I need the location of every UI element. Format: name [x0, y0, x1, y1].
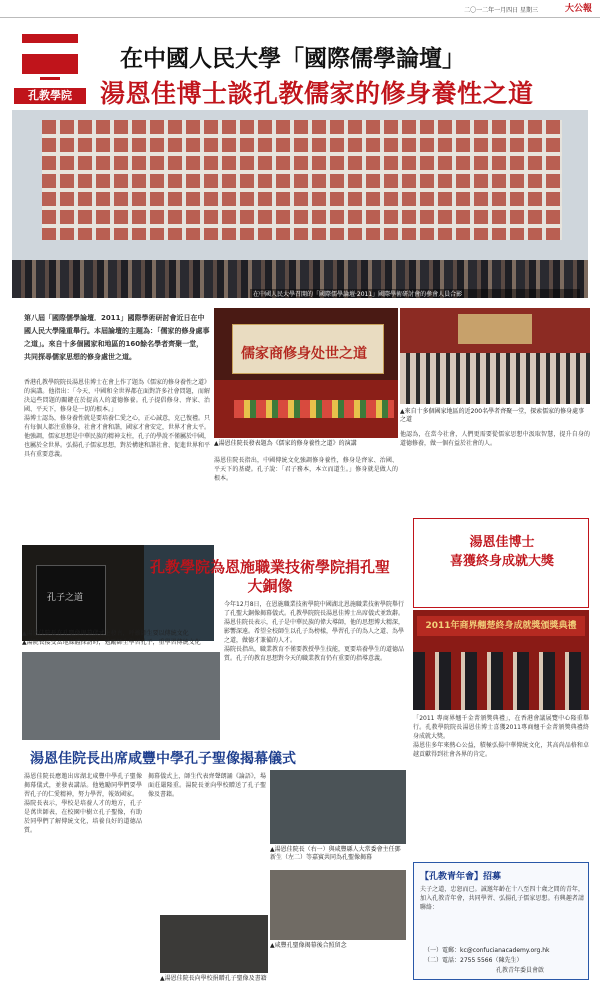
speech-photo — [214, 308, 398, 438]
logo-label: 孔教學院 — [14, 88, 86, 104]
article1-para: 湯博士認為，修身養性就是要培養仁愛之心，正心誠意，克己復禮。只有每個人都注重修身，社會才會和諧，國家才會安定，世界才會太平。 — [24, 415, 210, 431]
donation-photo — [160, 915, 268, 973]
unveiling-photo — [270, 770, 406, 844]
logo-stem-icon — [40, 77, 60, 80]
lead-paragraph: 第八屆「國際儒學論壇．2011」國際學術研討會近日在中國人民大學隆重舉行。本屆論壇的主題為：「儒家的修身處事之道」。來自十多個國家和地區的160餘名學者齊聚一堂，共同探尋儒家思想的修身處世之道。 — [24, 314, 210, 361]
group-photo-ceremony — [270, 870, 406, 940]
stage-banner: 儒家商修身处世之道 — [232, 324, 384, 374]
logo-bar-icon — [22, 34, 78, 43]
conference-photo-caption: ▲來自十多個國家地區的近200名學者齊聚一堂，探索儒家的修身處事之道 — [400, 408, 585, 423]
conference-photo — [400, 308, 590, 404]
article1-body — [24, 378, 210, 506]
award-title-line2: 喜獲終身成就大獎 — [449, 554, 554, 569]
recruit-signature: 孔教青年委員會啟 — [496, 967, 545, 974]
masthead-bar — [0, 0, 600, 18]
article1-para: 香港孔教學院院長湯恩佳博士在會上作了題為《儒家的修身養性之道》的演講。他指出：「今天，中國和全世界都在面對許多社會問題，而解決這些問題的關鍵在於提高人的道德修養。孔子提倡修身、齊家、治國、平天下，修身是一切的根本。」 — [24, 379, 210, 413]
section3-body-col1: 湯恩佳院長應邀出席湖北咸豐中學孔子聖像揭幕儀式，並發表講話。他勉勵同學們要學習孔子的仁愛精神，努力學習，報效國家。 湯院長表示，學校是培養人才的地方，孔子是萬世師表，在校園中樹立孔子聖像，有助於同學們了解傳統文化，培養良好的道德品質。 — [24, 773, 142, 834]
donation-caption: ▲湯恩佳院長向學校捐贈孔子聖像及書籍 — [160, 975, 267, 982]
youth-recruitment-box — [413, 862, 589, 980]
recruit-phone: （二）電話：2755 5566（陳先生） — [424, 957, 523, 964]
section2-title: 孔教學院為恩施職業技術學院捐孔聖大銅像 — [150, 558, 391, 595]
section3-body-col2: 揭幕儀式上，師生代表齊聲朗誦《論語》，場面莊嚴隆重。湯院長並向學校贈送了孔子聖像及書籍。 — [148, 773, 266, 798]
section2-caption1: ▲湯恩佳院長在孔聖像揭幕儀式上發言，呼籲師生要以傳統文化 — [22, 630, 189, 637]
headline-line1: 在中國人民大學「國際儒學論壇」 — [120, 45, 465, 72]
recruit-body: 夫子之道，忠恕而已。誠邀年齡在十八至四十歲之間的青年，加入孔教青年會，共同學習、弘揚孔子儒家思想。有興趣者請聯絡： — [420, 886, 584, 911]
media-interview-photo — [22, 652, 220, 740]
speech-photo-caption: ▲湯恩佳院長發表題為《儒家的修身養性之道》的演講 — [214, 440, 357, 447]
article1b-body: 湯恩佳院長指出，中國傳統文化強調修身養性，修身是齊家、治國、平天下的基礎。孔子說：「君子務本，本立而道生。」修身就是做人的根本。 — [214, 457, 398, 482]
group-photo-caption: 在中國人民大學召開的「國際儒學論壇·2011」國際學術研討會的參會人員合影 — [250, 289, 580, 298]
headline-line2: 湯恩佳博士談孔教儒家的修身養性之道 — [100, 79, 534, 108]
ceremony-caption: ▲咸豐孔聖像揭幕後合照留念 — [270, 942, 347, 949]
recruit-email[interactable]: （一）電郵：kc@confucianacademy.org.hk — [424, 947, 550, 954]
section2-body: 今年12月8日，在恩施職業技術學院中國湖北恩施職業技術學院舉行了孔聖大銅像揭幕儀式。孔教學院院長湯恩佳博士出席儀式並致辭。 湯恩佳院長表示，孔子是中華民族的偉大導師，他的思想博大精深，影響深遠。希望全校師生以孔子為榜樣，學習孔子的為人之道、為學之道，做德才兼備的人才。 湯院長指出，職業教育不僅要教授學生技能，更要培養學生的道德品質。孔子的教育思想對今天的職業教育仍有重要的指導意義。 — [224, 601, 404, 662]
unveiling-caption: ▲湯恩佳院長（右一）與咸豐縣人大常委會主任鄧新生（左二）等嘉賓共同為孔聖像揭幕 — [270, 846, 401, 861]
statue-plaque: 孔子之道 — [36, 565, 106, 635]
award-caption: 「2011 專商界翹千金菁頒獎典禮」，在香港會議展覽中心隆重舉行。孔教學院院長湯恩佳博士喜獲2011專商翹千金菁頒獎典禮終身成就大獎。 湯恩佳多年來熱心公益，積極弘揚中華傳統文化，其高尚品格和卓越貢獻得到社會各界的肯定。 — [413, 715, 589, 758]
confucian-academy-logo — [14, 34, 86, 104]
section2-caption2: ▲湯院長接受當地媒體採訪時，勉勵師生學習孔子，重學習傳統文化 — [22, 639, 201, 646]
article1-para: 他強調，儒家思想是中華民族的精神支柱，孔子的學說不僅屬於中國，也屬於全世界。弘揚孔子儒家思想，對於構建和諧社會、促進世界和平具有重要意義。 — [24, 433, 210, 458]
issue-date: 二〇一二年一月四日 星期三 — [464, 7, 538, 14]
award-banner: 2011年商界翹楚終身成就獎頒獎典禮 — [417, 616, 585, 636]
award-ceremony-photo — [413, 610, 589, 710]
recruit-title: 【孔教青年會】招募 — [420, 872, 502, 882]
newspaper-logo: 大公報 — [564, 4, 592, 14]
group-photo — [12, 110, 588, 298]
award-title-line1: 湯恩佳博士 — [469, 535, 535, 550]
article1c-body: 他認為，在當今社會，人們更需要從儒家思想中汲取智慧，提升自身的道德修養，做一個有益於社會的人。 — [400, 431, 590, 447]
section3-title: 湯恩佳院長出席咸豐中學孔子聖像揭幕儀式 — [30, 751, 296, 767]
bronze-statue-photo — [22, 545, 144, 641]
award-title-box — [413, 518, 589, 608]
logo-block-icon — [22, 54, 78, 74]
